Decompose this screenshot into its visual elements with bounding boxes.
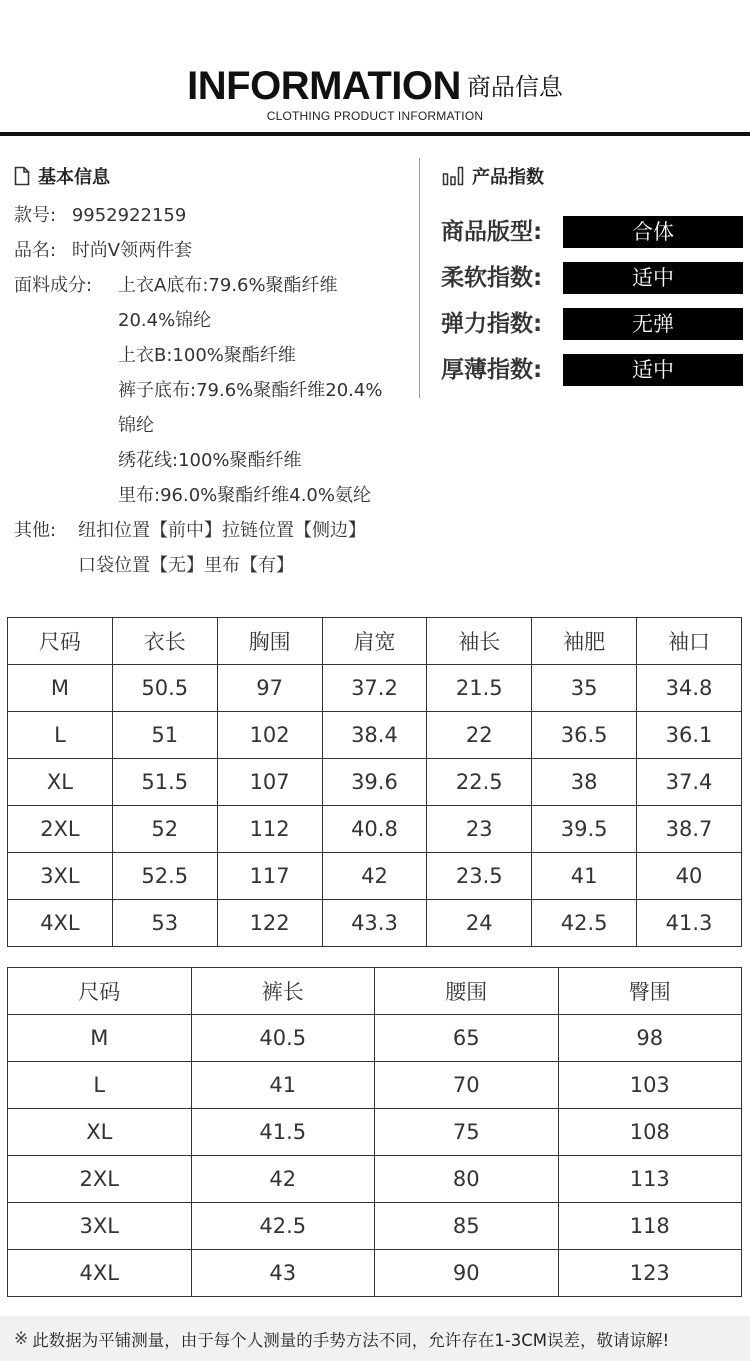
basic-info-title-text: 基本信息 xyxy=(38,167,110,188)
table-cell: 42 xyxy=(322,853,427,900)
other-label: 其他: xyxy=(14,520,57,541)
table-cell: 38.7 xyxy=(637,806,742,853)
table-cell: 51.5 xyxy=(112,759,217,806)
product-name-row xyxy=(14,240,192,262)
table-cell: 97 xyxy=(217,665,322,712)
table-cell: 98 xyxy=(558,1015,742,1062)
page-header xyxy=(0,58,750,108)
table-cell: 53 xyxy=(112,900,217,947)
table-cell: 113 xyxy=(558,1156,742,1203)
product-index-title-text: 产品指数 xyxy=(472,167,544,188)
table-cell: 3XL xyxy=(8,1203,192,1250)
table-cell: 112 xyxy=(217,806,322,853)
table-cell: 2XL xyxy=(8,1156,192,1203)
fabric-line: 上衣B:100%聚酯纤维 xyxy=(118,345,296,366)
table-cell: XL xyxy=(8,1109,192,1156)
table-cell: 24 xyxy=(427,900,532,947)
table-header-cell: 裤长 xyxy=(191,968,375,1015)
table-cell: 123 xyxy=(558,1250,742,1297)
table-cell: 90 xyxy=(375,1250,559,1297)
table-cell: 4XL xyxy=(8,1250,192,1297)
table-cell: 37.2 xyxy=(322,665,427,712)
basic-info-title xyxy=(14,163,110,189)
table-header-cell: 尺码 xyxy=(8,968,192,1015)
table-cell: 36.1 xyxy=(637,712,742,759)
table-header-cell: 肩宽 xyxy=(322,618,427,665)
table-cell: 23 xyxy=(427,806,532,853)
other-line: 纽扣位置【前中】拉链位置【侧边】 xyxy=(78,520,366,541)
table-header-row xyxy=(8,968,742,1015)
table-cell: 42 xyxy=(191,1156,375,1203)
table-cell: 22.5 xyxy=(427,759,532,806)
table-row xyxy=(8,1015,742,1062)
table-row xyxy=(8,712,742,759)
section-divider xyxy=(419,158,420,398)
fabric-line: 锦纶 xyxy=(118,415,154,436)
table-cell: 36.5 xyxy=(532,712,637,759)
table-cell: 2XL xyxy=(8,806,113,853)
table-cell: 42.5 xyxy=(191,1203,375,1250)
table-cell: 117 xyxy=(217,853,322,900)
table-cell: 108 xyxy=(558,1109,742,1156)
table-cell: 40.8 xyxy=(322,806,427,853)
table-cell: 75 xyxy=(375,1109,559,1156)
table-cell: 103 xyxy=(558,1062,742,1109)
top-size-table xyxy=(7,617,742,947)
table-cell: 70 xyxy=(375,1062,559,1109)
table-cell: 43 xyxy=(191,1250,375,1297)
table-row xyxy=(8,853,742,900)
table-cell: 38 xyxy=(532,759,637,806)
fabric-line: 裤子底布:79.6%聚酯纤维20.4% xyxy=(118,380,383,401)
fabric-line: 绣花线:100%聚酯纤维 xyxy=(118,450,302,471)
table-header-cell: 袖肥 xyxy=(532,618,637,665)
table-cell: M xyxy=(8,665,113,712)
other-line: 口袋位置【无】里布【有】 xyxy=(78,555,294,576)
fabric-line: 里布:96.0%聚酯纤维4.0%氨纶 xyxy=(118,485,371,506)
note-symbol-icon: ※ xyxy=(14,1328,29,1349)
table-cell: 39.5 xyxy=(532,806,637,853)
measurement-note-text: 此数据为平铺测量，由于每个人测量的手势方法不同，允许存在1-3CM误差，敬请谅解! xyxy=(32,1330,670,1350)
table-header-cell: 臀围 xyxy=(558,968,742,1015)
style-number-label: 款号: xyxy=(14,205,57,226)
table-cell: 40.5 xyxy=(191,1015,375,1062)
table-row xyxy=(8,1156,742,1203)
table-cell: 41.3 xyxy=(637,900,742,947)
table-cell: 34.8 xyxy=(637,665,742,712)
table-cell: 50.5 xyxy=(112,665,217,712)
document-icon xyxy=(14,166,30,186)
fabric-label: 面料成分: xyxy=(14,275,93,296)
table-row xyxy=(8,900,742,947)
table-header-cell: 胸围 xyxy=(217,618,322,665)
table-cell: 4XL xyxy=(8,900,113,947)
fit-value-badge: 合体 xyxy=(563,216,743,248)
product-name-label: 品名: xyxy=(14,240,57,261)
table-cell: 41.5 xyxy=(191,1109,375,1156)
table-header-cell: 衣长 xyxy=(112,618,217,665)
measurement-note xyxy=(0,1316,750,1361)
table-cell: 43.3 xyxy=(322,900,427,947)
table-cell: 51 xyxy=(112,712,217,759)
table-cell: 23.5 xyxy=(427,853,532,900)
table-cell: 41 xyxy=(191,1062,375,1109)
table-header-cell: 袖长 xyxy=(427,618,532,665)
table-cell: M xyxy=(8,1015,192,1062)
header-divider xyxy=(0,132,750,136)
table-cell: 52 xyxy=(112,806,217,853)
table-cell: XL xyxy=(8,759,113,806)
table-cell: 85 xyxy=(375,1203,559,1250)
table-cell: 39.6 xyxy=(322,759,427,806)
product-name-value: 时尚V领两件套 xyxy=(71,240,193,261)
header-title-en: INFORMATION xyxy=(187,64,461,108)
table-cell: 3XL xyxy=(8,853,113,900)
table-cell: 118 xyxy=(558,1203,742,1250)
fabric-line: 上衣A底布:79.6%聚酯纤维 xyxy=(118,275,338,296)
table-row xyxy=(8,1203,742,1250)
thickness-value-badge: 适中 xyxy=(563,354,743,386)
elasticity-value-badge: 无弹 xyxy=(563,308,743,340)
thickness-label: 厚薄指数: xyxy=(441,357,543,383)
table-row xyxy=(8,1062,742,1109)
table-cell: L xyxy=(8,1062,192,1109)
table-cell: 38.4 xyxy=(322,712,427,759)
table-cell: 41 xyxy=(532,853,637,900)
table-cell: 35 xyxy=(532,665,637,712)
table-row xyxy=(8,665,742,712)
table-cell: 122 xyxy=(217,900,322,947)
table-cell: 37.4 xyxy=(637,759,742,806)
table-row xyxy=(8,759,742,806)
table-cell: 80 xyxy=(375,1156,559,1203)
table-cell: 52.5 xyxy=(112,853,217,900)
product-index-title xyxy=(442,163,544,189)
softness-label: 柔软指数: xyxy=(441,265,543,291)
table-cell: 102 xyxy=(217,712,322,759)
softness-value-badge: 适中 xyxy=(563,262,743,294)
table-header-row xyxy=(8,618,742,665)
table-header-cell: 腰围 xyxy=(375,968,559,1015)
header-title-cn: 商品信息 xyxy=(466,73,563,101)
table-cell: 42.5 xyxy=(532,900,637,947)
table-cell: 40 xyxy=(637,853,742,900)
bar-chart-icon xyxy=(442,166,464,186)
table-cell: 107 xyxy=(217,759,322,806)
table-row xyxy=(8,806,742,853)
fabric-line: 20.4%锦纶 xyxy=(118,310,212,331)
elasticity-label: 弹力指数: xyxy=(441,311,543,337)
table-cell: 21.5 xyxy=(427,665,532,712)
table-cell: 65 xyxy=(375,1015,559,1062)
table-cell: L xyxy=(8,712,113,759)
style-number-row xyxy=(14,205,186,227)
table-header-cell: 袖口 xyxy=(637,618,742,665)
table-row xyxy=(8,1250,742,1297)
style-number-value: 9952922159 xyxy=(71,205,187,226)
table-cell: 22 xyxy=(427,712,532,759)
table-header-cell: 尺码 xyxy=(8,618,113,665)
pants-size-table xyxy=(7,967,742,1297)
fit-label: 商品版型: xyxy=(441,219,543,245)
header-subtitle: CLOTHING PRODUCT INFORMATION xyxy=(266,109,484,123)
table-row xyxy=(8,1109,742,1156)
